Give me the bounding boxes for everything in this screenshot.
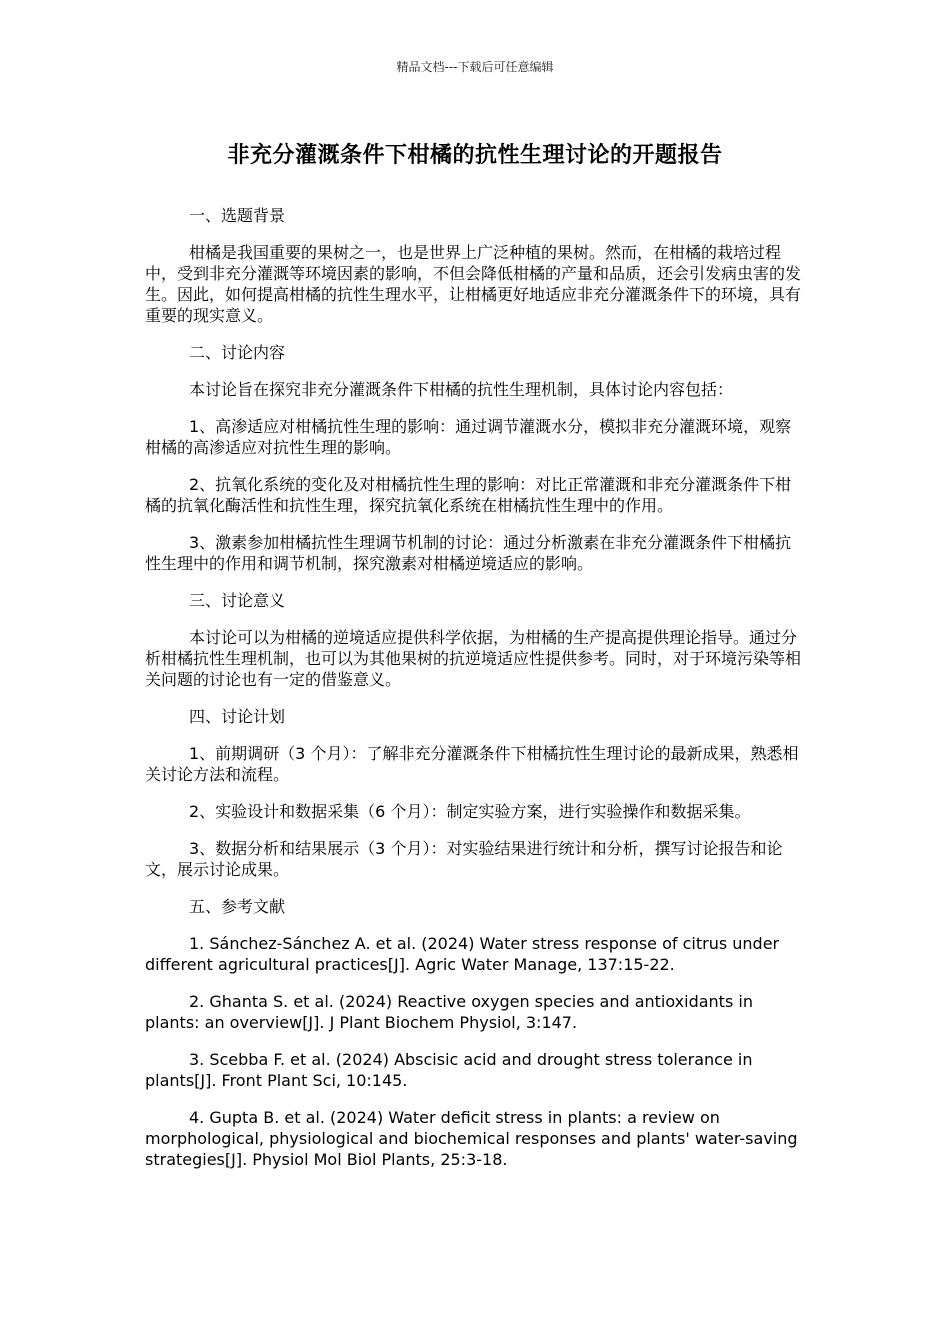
plan-item-3: 3、数据分析和结果展示（3 个月）：对实验结果进行统计和分析，撰写讨论报告和论文，展示讨论成果。 — [145, 839, 783, 879]
section-heading-references: 五、参考文献 — [189, 897, 286, 916]
plan-item-1: 1、前期调研（3 个月）：了解非充分灌溉条件下柑橘抗性生理讨论的最新成果，熟悉相关讨论方法和流程。 — [145, 744, 799, 784]
section-heading-background: 一、选题背景 — [189, 206, 286, 225]
paragraph-content-intro: 本讨论旨在探究非充分灌溉条件下柑橘的抗性生理机制，具体讨论内容包括： — [189, 380, 734, 399]
paragraph-background: 柑橘是我国重要的果树之一，也是世界上广泛种植的果树。然而，在柑橘的栽培过程中，受到非充分灌溉等环境因素的影响，不但会降低柑橘的产量和品质，还会引发病虫害的发生。因此，如何提高柑橘的抗性生理水平，让柑橘更好地适应非充分灌溉条件下的环境，具有重要的现实意义。 — [145, 243, 802, 325]
page-header-note: 精品文档---下载后可任意编辑 — [396, 60, 554, 74]
plan-item-2: 2、实验设计和数据采集（6 个月）：制定实验方案，进行实验操作和数据采集。 — [189, 802, 751, 821]
reference-item-3: 3. Scebba F. et al. (2024) Abscisic acid and drought stress tolerance in plants[J]. Front Plant Sci, 10:145. — [145, 1050, 753, 1090]
content-item-2: 2、抗氧化系统的变化及对柑橘抗性生理的影响：对比正常灌溉和非充分灌溉条件下柑橘的抗氧化酶活性和抗性生理，探究抗氧化系统在柑橘抗性生理中的作用。 — [145, 475, 792, 515]
paragraph-significance: 本讨论可以为柑橘的逆境适应提供科学依据，为柑橘的生产提高提供理论指导。通过分析柑橘抗性生理机制，也可以为其他果树的抗逆境适应性提供参考。同时，对于环境污染等相关问题的讨论也有一定的借鉴意义。 — [145, 628, 802, 689]
document-body — [145, 205, 807, 1186]
document-title: 非充分灌溉条件下柑橘的抗性生理讨论的开题报告 — [227, 143, 723, 168]
section-heading-content: 二、讨论内容 — [189, 343, 286, 362]
section-heading-plan: 四、讨论计划 — [189, 707, 286, 726]
reference-item-4: 4. Gupta B. et al. (2024) Water deficit stress in plants: a review on morphological, physiological and biochemical responses and plants' water-saving strategies[J]. Physiol Mol Biol Plants, 25:3-18. — [145, 1108, 798, 1169]
content-item-1: 1、高渗适应对柑橘抗性生理的影响：通过调节灌溉水分，模拟非充分灌溉环境，观察柑橘的高渗适应对抗性生理的影响。 — [145, 417, 792, 457]
content-item-3: 3、激素参加柑橘抗性生理调节机制的讨论：通过分析激素在非充分灌溉条件下柑橘抗性生理中的作用和调节机制，探究激素对柑橘逆境适应的影响。 — [145, 533, 792, 573]
reference-item-1: 1. Sánchez-Sánchez A. et al. (2024) Water stress response of citrus under different agricultural practices[J]. Agric Water Manage, 137:15-22. — [145, 934, 780, 974]
section-heading-significance: 三、讨论意义 — [189, 591, 286, 610]
reference-item-2: 2. Ghanta S. et al. (2024) Reactive oxygen species and antioxidants in plants: an overview[J]. J Plant Biochem Physiol, 3:147. — [145, 992, 753, 1032]
